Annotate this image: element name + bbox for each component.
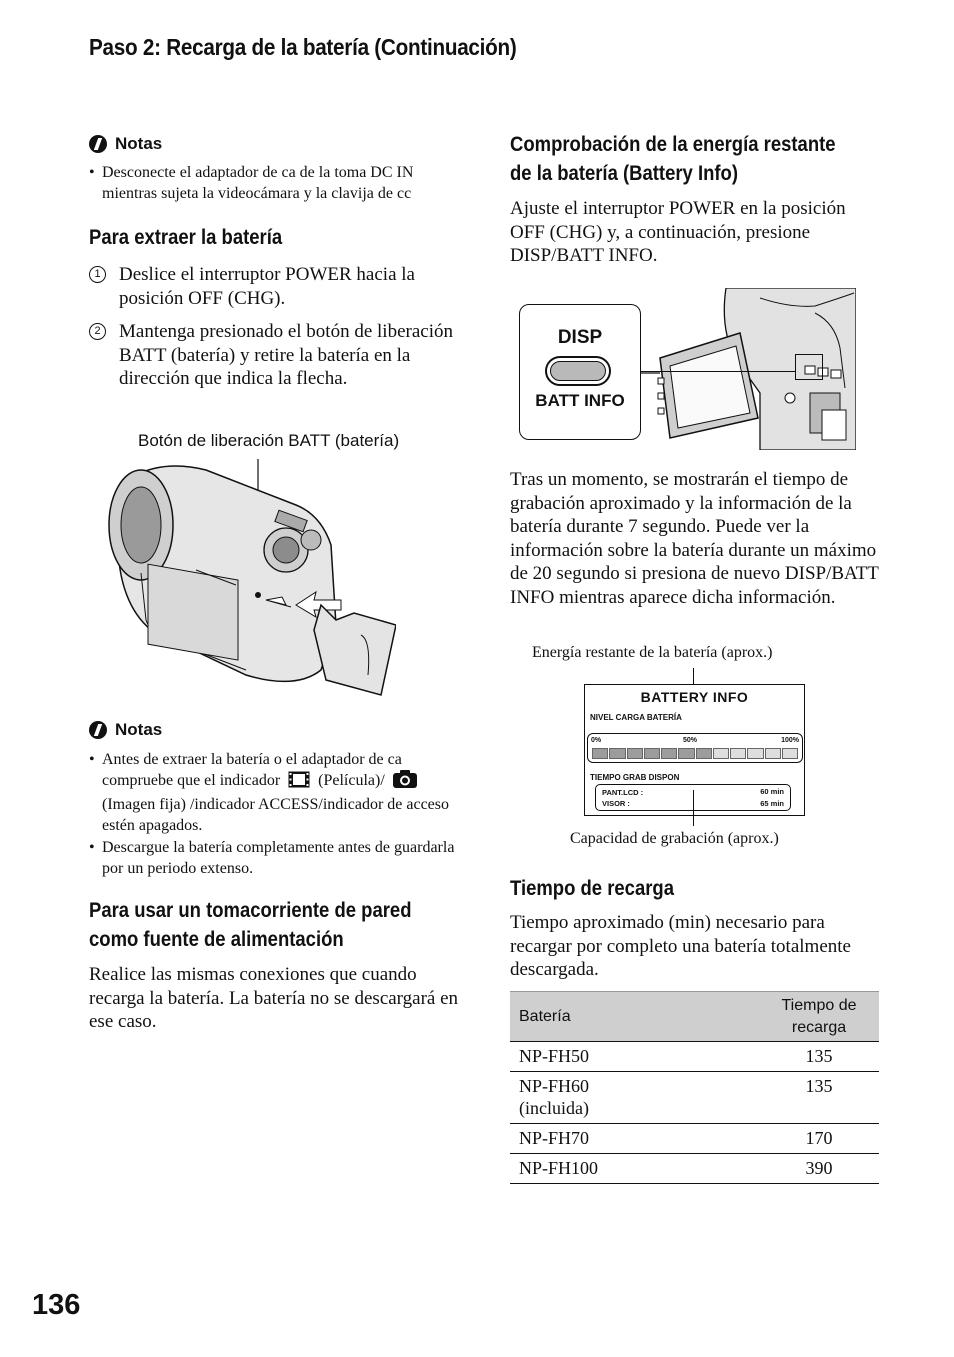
rec-time-label: TIEMPO GRAB DISPON (590, 773, 680, 782)
note-item-1-text-b: (Película)/ (318, 772, 385, 789)
notes-heading-top (89, 134, 162, 154)
level-segments (592, 748, 798, 759)
notes-heading-text: Notas (115, 720, 163, 739)
notes-heading-bottom (89, 720, 162, 740)
column-header-line-2: recarga (791, 1018, 847, 1036)
battery-note: (incluida) (519, 1098, 589, 1118)
level-segment (627, 748, 643, 759)
level-segment (747, 748, 763, 759)
battery-info-description: Tras un momento, se mostrarán el tiempo de grabación aproximado y la información de la batería durante 7 segundo. Puede ver la información sobre la batería durante un máximo de 20 segundo si presiona de nuevo DISP/BATT INFO mientras aparece dicha información. (510, 469, 879, 608)
step-number-2: 2 (89, 323, 106, 340)
lcd-label: PANT.LCD : (602, 788, 644, 797)
scale-100: 100% (781, 737, 799, 744)
callout-frame (795, 354, 823, 380)
label-remaining-energy: Energía restante de la batería (aprox.) (532, 644, 773, 661)
level-label: NIVEL CARGA BATERÍA (590, 713, 682, 722)
level-segment (713, 748, 729, 759)
scale-50: 50% (683, 737, 698, 744)
column-header-line-1: Tiempo de (781, 996, 857, 1014)
step-text-2: Mantenga presionado el botón de liberación BATT (batería) y retire la batería en la dirección que indica la flecha. (119, 321, 453, 389)
heading-line-2: de la batería (Battery Info) (510, 162, 738, 185)
table-row (510, 1154, 879, 1184)
note-icon (89, 135, 107, 153)
level-segment (609, 748, 625, 759)
section-heading-battery-info (510, 130, 836, 188)
disp-batt-info-button-panel (519, 304, 641, 440)
step-1 (89, 263, 464, 310)
battery-cell (510, 1072, 759, 1124)
heading-line-1: Para usar un tomacorriente de pared (89, 899, 412, 922)
level-segment (765, 748, 781, 759)
wall-outlet-text: Realice las mismas conexiones que cuando recarga la batería. La batería no se descargará en ese caso. (89, 964, 459, 1032)
level-segment (782, 748, 798, 759)
lcd-time (760, 787, 784, 796)
label-recording-capacity: Capacidad de grabación (aprox.) (570, 830, 779, 847)
level-segment (730, 748, 746, 759)
leader-line-capacity (693, 790, 694, 826)
camera-icon (393, 770, 417, 794)
vf-value: 65 (760, 799, 769, 808)
battery-cell: NP-FH100 (510, 1154, 759, 1184)
charge-time-table (510, 991, 879, 1184)
section-heading-remove-battery: Para extraer la batería (89, 226, 283, 249)
level-segment (678, 748, 694, 759)
movie-icon (288, 771, 310, 794)
batt-info-label: BATT INFO (535, 391, 625, 410)
column-header-charge-time (759, 992, 879, 1042)
vf-label: VISOR : (602, 799, 630, 808)
time-cell: 170 (759, 1124, 879, 1154)
table-row (510, 1124, 879, 1154)
running-header: Paso 2: Recarga de la batería (Continuación) (89, 34, 517, 60)
note-item-1 (89, 749, 464, 836)
battery-info-intro: Ajuste el interruptor POWER en la posición OFF (CHG) y, a continuación, presione DISP/BATT INFO. (510, 198, 846, 266)
figure-label-batt-release: Botón de liberación BATT (batería) (138, 431, 400, 450)
note-item-1-text-a: Antes de extraer la batería o el adaptador de ca compruebe que el indicador (102, 751, 402, 789)
note-item-2: • Descargue la batería completamente antes de guardarla por un periodo extenso. (89, 837, 464, 879)
screen-title: BATTERY INFO (640, 689, 749, 705)
battery-cell: NP-FH50 (510, 1042, 759, 1072)
level-segment (696, 748, 712, 759)
level-segment (644, 748, 660, 759)
heading-line-1: Comprobación de la energía restante (510, 133, 836, 156)
note-icon (89, 721, 107, 739)
notes-heading-text: Notas (115, 134, 163, 153)
lcd-value: 60 (760, 787, 769, 796)
table-row (510, 1072, 879, 1124)
lcd-unit: min (770, 787, 784, 796)
battery-model: NP-FH60 (519, 1076, 590, 1096)
level-segment (661, 748, 677, 759)
level-segment (592, 748, 608, 759)
step-number-1: 1 (89, 266, 106, 283)
table-header-row (510, 992, 879, 1042)
battery-cell: NP-FH70 (510, 1124, 759, 1154)
time-cell: 135 (759, 1042, 879, 1072)
charge-time-intro: Tiempo aproximado (min) necesario para recargar por completo una batería totalmente descargada. (510, 912, 851, 980)
disp-batt-info-button (550, 361, 606, 381)
table-row (510, 1042, 879, 1072)
section-heading-charge-time: Tiempo de recarga (510, 877, 674, 900)
time-cell: 390 (759, 1154, 879, 1184)
scale-0: 0% (591, 737, 602, 744)
battery-info-screen (584, 684, 805, 816)
step-2 (89, 320, 464, 391)
level-meter (587, 733, 803, 763)
disp-batt-info-button-outer (545, 356, 611, 386)
disp-label: DISP (557, 327, 603, 348)
camcorder-battery-removal-illustration (96, 455, 396, 705)
heading-line-2: como fuente de alimentación (89, 928, 344, 951)
note-item-1-text-c: (Imagen fija) /indicador ACCESS/indicador de acceso estén apagados. (102, 796, 450, 834)
page-number: 136 (32, 1289, 81, 1321)
note-item: • Desconecte el adaptador de ca de la toma DC IN mientras sujeta la videocámara y la clavija de cc (89, 162, 464, 204)
callout-line (641, 371, 796, 372)
column-header-battery: Batería (510, 992, 759, 1042)
camcorder-lcd-open-illustration (640, 288, 856, 450)
time-cell: 135 (759, 1072, 879, 1124)
vf-time (760, 799, 784, 808)
step-text-1: Deslice el interruptor POWER hacia la posición OFF (CHG). (119, 264, 415, 309)
section-heading-wall-outlet (89, 896, 411, 954)
vf-unit: min (770, 799, 784, 808)
